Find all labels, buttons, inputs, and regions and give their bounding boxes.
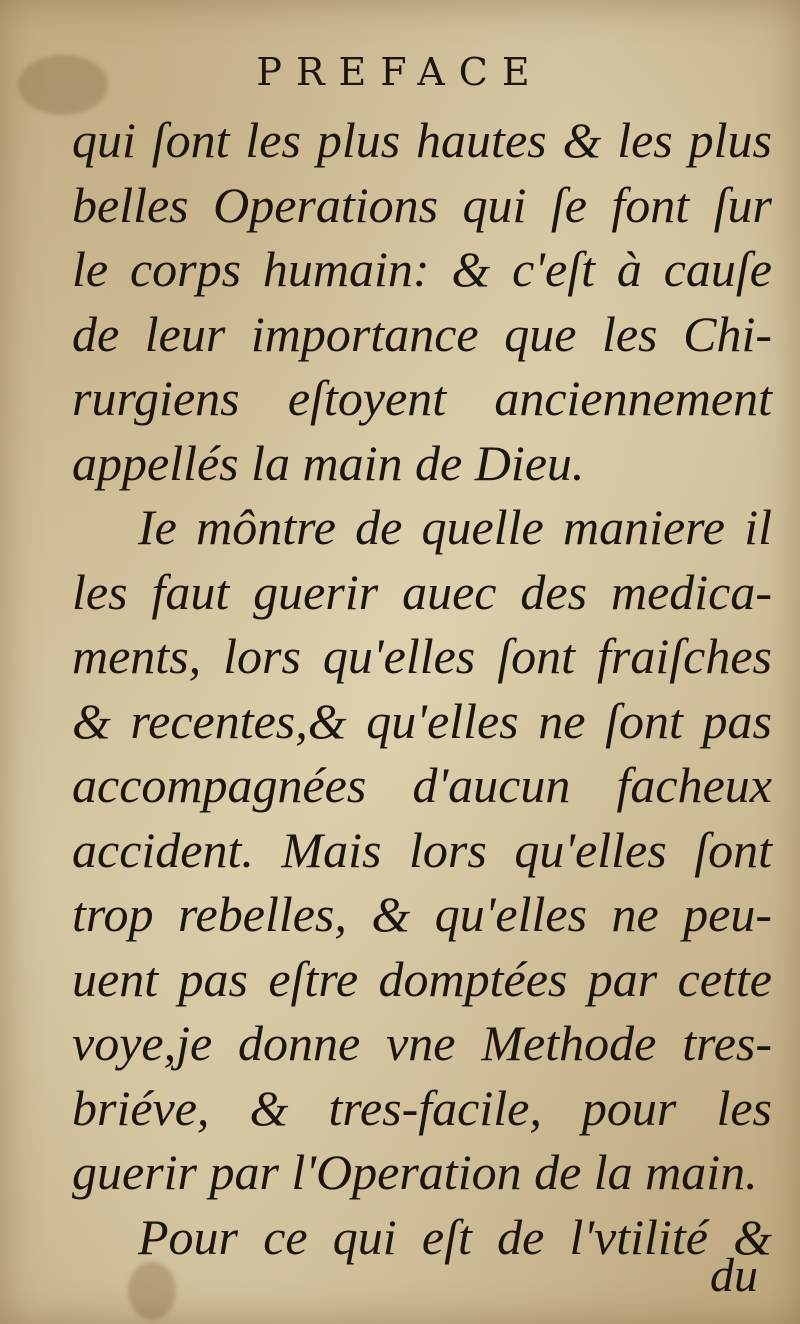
text-line: voye,je donne vne Methode tres- <box>72 1015 772 1071</box>
text-line: appellés la main de Dieu. <box>72 434 585 491</box>
body-text <box>72 108 772 1269</box>
text-line: accompagnées d'aucun facheux <box>72 757 772 813</box>
text-line: briéve, & tres-facile, pour les <box>72 1079 772 1136</box>
catchword: du <box>710 1249 758 1302</box>
text-line: Pour ce qui eſt de l'vtilité & <box>138 1208 772 1265</box>
text-line: trop rebelles, & qu'elles ne peu- <box>72 886 772 942</box>
text-line: Ie môntre de quelle maniere il <box>138 499 772 555</box>
text-line: le corps humain: & c'eſt à cauſe <box>72 241 772 297</box>
text-line: & recentes,& qu'elles ne ſont pas <box>72 692 772 749</box>
running-head: PREFACE <box>256 50 544 94</box>
text-line: ments, lors qu'elles ſont fraiſches <box>72 628 772 684</box>
text-line: belles Operations qui ſe font ſur <box>72 176 772 233</box>
text-line: guerir par l'Operation de la main. <box>72 1144 758 1200</box>
text-line: uent pas eſtre domptées par cette <box>72 950 772 1007</box>
paper-stain <box>128 1262 176 1320</box>
text-line: de leur importance que les Chi- <box>72 305 772 362</box>
text-line: accident. Mais lors qu'elles ſont <box>72 821 772 878</box>
text-line: rurgiens eſtoyent anciennement <box>72 370 772 426</box>
text-line: qui ſont les plus hautes & les plus <box>72 112 772 168</box>
text-line: les faut guerir auec des medica- <box>72 563 772 620</box>
